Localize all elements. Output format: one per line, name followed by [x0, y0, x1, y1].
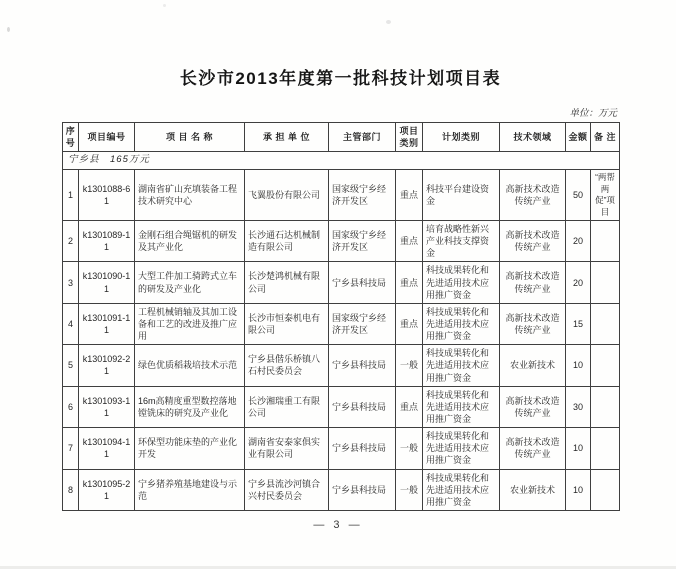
cell-plan: 科技成果转化和先进适用技术应用推广资金 — [423, 428, 500, 469]
table-row — [63, 428, 620, 469]
scan-speck — [386, 20, 391, 24]
cell-unit: 宁乡县流沙河镇合兴村民委员会 — [245, 469, 329, 510]
cell-code: k1301091-11 — [79, 303, 135, 344]
cell-seq: 3 — [63, 262, 79, 303]
cell-unit: 长沙楚鸿机械有限公司 — [245, 262, 329, 303]
page-title: 长沙市2013年度第一批科技计划项目表 — [179, 69, 502, 88]
header-row — [63, 123, 620, 152]
cell-category: 一般 — [396, 469, 423, 510]
cell-amount: 50 — [566, 170, 591, 221]
col-header-amount: 金额 — [566, 123, 591, 152]
table-row — [63, 469, 620, 510]
cell-dept: 宁乡县科技局 — [329, 262, 396, 303]
cell-unit: 长沙湘瑞重工有限公司 — [245, 386, 329, 427]
cell-seq: 4 — [63, 303, 79, 344]
cell-seq: 5 — [63, 345, 79, 386]
cell-category: 重点 — [396, 386, 423, 427]
cell-plan: 科技成果转化和先进适用技术应用推广资金 — [423, 469, 500, 510]
cell-dept: 宁乡县科技局 — [329, 345, 396, 386]
cell-field: 高新技术改造传统产业 — [500, 303, 566, 344]
cell-field: 高新技术改造传统产业 — [500, 220, 566, 261]
cell-field: 高新技术改造传统产业 — [500, 262, 566, 303]
group-label: 宁乡县 165万元 — [63, 152, 620, 170]
table-row — [63, 262, 620, 303]
cell-note — [591, 303, 620, 344]
col-header-note: 备 注 — [591, 123, 620, 152]
col-header-code: 项目编号 — [79, 123, 135, 152]
cell-note — [591, 386, 620, 427]
cell-category: 重点 — [396, 262, 423, 303]
cell-code: k1301093-11 — [79, 386, 135, 427]
cell-dept: 宁乡县科技局 — [329, 386, 396, 427]
cell-plan: 科技成果转化和先进适用技术应用推广资金 — [423, 345, 500, 386]
table-row — [63, 170, 620, 221]
cell-amount: 10 — [566, 469, 591, 510]
cell-name: 环保型功能床垫的产业化开发 — [135, 428, 245, 469]
cell-name: 工程机械销轴及其加工设备和工艺的改进及推广应用 — [135, 303, 245, 344]
cell-dept: 国家级宁乡经济开发区 — [329, 220, 396, 261]
scan-speck — [163, 4, 166, 7]
cell-note — [591, 345, 620, 386]
scan-speck — [7, 27, 10, 32]
col-header-name: 项 目 名 称 — [135, 123, 245, 152]
col-header-seq: 序号 — [63, 123, 79, 152]
cell-code: k1301092-21 — [79, 345, 135, 386]
cell-amount: 30 — [566, 386, 591, 427]
cell-plan: 科技成果转化和先进适用技术应用推广资金 — [423, 386, 500, 427]
cell-name: 大型工件加工骑跨式立车的研发及产业化 — [135, 262, 245, 303]
cell-unit: 长沙通石达机械制造有限公司 — [245, 220, 329, 261]
cell-dept: 国家级宁乡经济开发区 — [329, 170, 396, 221]
col-header-field: 技术领域 — [500, 123, 566, 152]
table-row — [63, 386, 620, 427]
cell-unit: 飞翼股份有限公司 — [245, 170, 329, 221]
cell-amount: 10 — [566, 428, 591, 469]
cell-seq: 8 — [63, 469, 79, 510]
col-header-category: 项目类别 — [396, 123, 423, 152]
cell-name: 绿色优质稻栽培技术示范 — [135, 345, 245, 386]
cell-unit: 长沙市恒泰机电有限公司 — [245, 303, 329, 344]
cell-amount: 20 — [566, 220, 591, 261]
cell-category: 重点 — [396, 303, 423, 344]
cell-code: k1301090-11 — [79, 262, 135, 303]
cell-field: 农业新技术 — [500, 469, 566, 510]
cell-note — [591, 428, 620, 469]
table-row — [63, 345, 620, 386]
cell-seq: 1 — [63, 170, 79, 221]
cell-field: 高新技术改造传统产业 — [500, 428, 566, 469]
cell-seq: 2 — [63, 220, 79, 261]
cell-note: “两帮两促”项目 — [591, 170, 620, 221]
cell-plan: 培育战略性新兴产业科技支撑资金 — [423, 220, 500, 261]
cell-name: 湖南省矿山充填装备工程技术研究中心 — [135, 170, 245, 221]
cell-name: 16m高精度重型数控落地镗铣床的研究及产业化 — [135, 386, 245, 427]
unit-note: 单位：万元 — [569, 108, 617, 119]
cell-dept: 宁乡县科技局 — [329, 469, 396, 510]
projects-table — [62, 122, 620, 511]
cell-note — [591, 469, 620, 510]
col-header-unit: 承 担 单 位 — [245, 123, 329, 152]
cell-plan: 科技成果转化和先进适用技术应用推广资金 — [423, 303, 500, 344]
cell-note — [591, 262, 620, 303]
cell-amount: 20 — [566, 262, 591, 303]
cell-code: k1301088-61 — [79, 170, 135, 221]
cell-name: 金刚石组合绳锯机的研发及其产业化 — [135, 220, 245, 261]
cell-category: 一般 — [396, 428, 423, 469]
cell-plan: 科技平台建设资金 — [423, 170, 500, 221]
cell-name: 宁乡猪养殖基地建设与示范 — [135, 469, 245, 510]
table-row — [63, 220, 620, 261]
cell-seq: 6 — [63, 386, 79, 427]
cell-code: k1301095-21 — [79, 469, 135, 510]
document-content — [62, 64, 619, 511]
col-header-dept: 主管部门 — [329, 123, 396, 152]
cell-seq: 7 — [63, 428, 79, 469]
cell-code: k1301094-11 — [79, 428, 135, 469]
cell-unit: 湖南省安泰家俱实业有限公司 — [245, 428, 329, 469]
cell-dept: 国家级宁乡经济开发区 — [329, 303, 396, 344]
cell-code: k1301089-11 — [79, 220, 135, 261]
cell-category: 一般 — [396, 345, 423, 386]
cell-amount: 15 — [566, 303, 591, 344]
cell-category: 重点 — [396, 170, 423, 221]
cell-dept: 宁乡县科技局 — [329, 428, 396, 469]
cell-amount: 10 — [566, 345, 591, 386]
cell-field: 高新技术改造传统产业 — [500, 386, 566, 427]
group-row — [63, 152, 620, 170]
table-body — [63, 152, 620, 511]
cell-plan: 科技成果转化和先进适用技术应用推广资金 — [423, 262, 500, 303]
table-row — [63, 303, 620, 344]
cell-unit: 宁乡县偕乐桥镇八石村民委员会 — [245, 345, 329, 386]
cell-note — [591, 220, 620, 261]
cell-category: 重点 — [396, 220, 423, 261]
cell-field: 高新技术改造传统产业 — [500, 170, 566, 221]
col-header-plan: 计划类别 — [423, 123, 500, 152]
page-number: — 3 — — [313, 519, 363, 531]
cell-field: 农业新技术 — [500, 345, 566, 386]
